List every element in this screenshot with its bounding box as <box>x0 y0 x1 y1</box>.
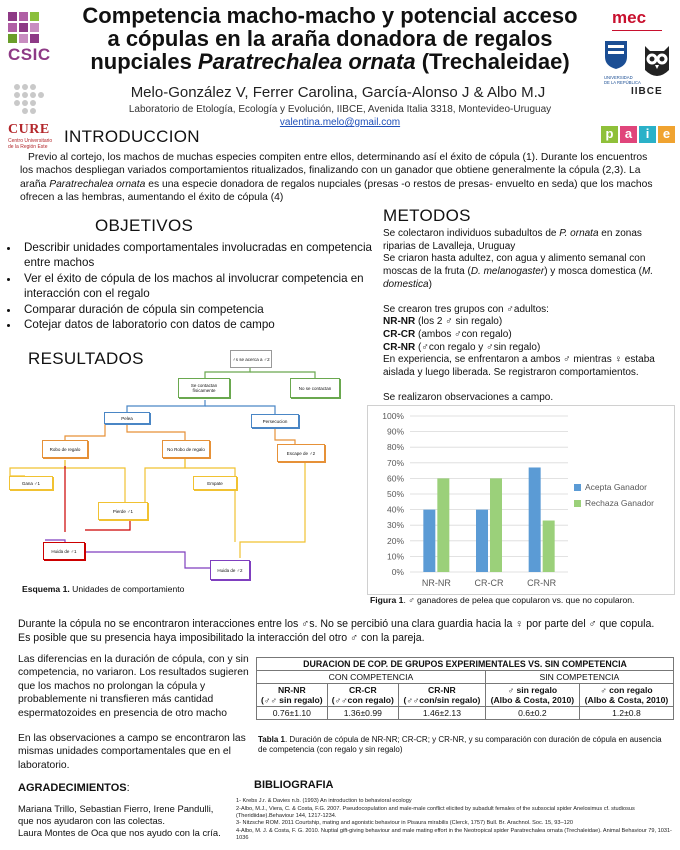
node-pelea: Pelea <box>104 412 150 424</box>
node-gana: Gana ♂1 <box>9 476 53 490</box>
y-tick-label: 10% <box>386 551 404 562</box>
figure-1-caption: Figura 1. ♂ ganadores de pelea que copularon vs. que no copularon. <box>370 595 635 605</box>
table-header-cell: ♂ con regalo (Albo & Costa, 2010) <box>579 684 673 707</box>
x-tick-label: CR-NR <box>527 578 557 588</box>
figure-1-chart <box>367 405 675 595</box>
objetivo-item: • Cotejar datos de laboratorio con datos de campo <box>20 317 376 332</box>
table-header-cell: CR-CR (♂♂con regalo) <box>327 684 398 707</box>
email-link[interactable]: valentina.melo@gmail.com <box>279 117 401 128</box>
bar <box>423 510 435 572</box>
node-huida1: Huida de ♂1 <box>43 542 85 560</box>
bar <box>437 478 449 572</box>
agradecimientos-heading: AGRADECIMIENTOS: <box>18 782 130 794</box>
table-cell: 1.36±0.99 <box>327 707 398 720</box>
behavior-scheme <box>5 342 365 592</box>
table-cell: 0.76±1.10 <box>257 707 328 720</box>
y-tick-label: 100% <box>382 411 404 421</box>
bar <box>543 521 555 572</box>
table-caption: Tabla 1. Duración de cópula de NR-NR; CR-CR; y CR-NR, y su comparación con duración de cópula en ausencia de competencia (con regalo y sin regalo) <box>258 735 662 754</box>
y-tick-label: 30% <box>386 520 404 531</box>
y-tick-label: 70% <box>386 457 404 468</box>
reference-item: 4-Albo, M. J. & Costa, F. G. 2010. Nuptial gift-giving behaviour and male mating effort in the Neotropical spider Paratrechalea ornata (Trechaleidae). Animal Behaviour 79, 1031-1036 <box>236 827 672 841</box>
legend-label: Rechaza Ganador <box>585 498 654 508</box>
table-group-sin: SIN COMPETENCIA <box>485 671 673 684</box>
y-tick-label: 0% <box>391 567 404 577</box>
x-tick-label: CR-CR <box>474 578 504 588</box>
dots-icon <box>12 82 46 121</box>
objetivos-list <box>8 240 376 332</box>
node-escape: Escape de ♂2 <box>277 444 325 462</box>
metodos-heading: METODOS <box>383 206 471 225</box>
duration-table <box>256 657 674 720</box>
table-group-con: CON COMPETENCIA <box>257 671 486 684</box>
intro-text: Previo al cortejo, los machos de muchas especies compiten entre ellos, determinando así el éxito de cópula (1). Durante los encuentros los machos despliegan variados comportamientos ritualizados, finalizando con un ganador que obtiene generalmente la cópula (2,3). La araña Paratrechalea ornata es una especie donadora de regalos nupciales (presas -o restos de presas- envuelto en seda) que los machos ofrecen a las hembras, aumentando el éxito de cópula (4) <box>20 152 653 204</box>
affiliation: Laboratorio de Etología, Ecología y Evolución, IIBCE, Avenida Italia 3318, Montevideo-Uruguay <box>128 104 552 115</box>
references-list <box>236 798 672 842</box>
legend-label: Acepta Ganador <box>585 482 647 492</box>
mec-logo: mec <box>612 8 647 27</box>
poster-title: Competencia macho-macho y potencial acceso a cópulas en la araña donadora de regalos nupciales Paratrechalea ornata (Trechaleidae) <box>82 3 578 74</box>
bar <box>490 478 502 572</box>
table-cell: 1.2±0.8 <box>579 707 673 720</box>
node-empate: Empate <box>193 476 237 490</box>
objetivo-item: • Describir unidades comportamentales involucradas en competencia entre machos <box>20 240 376 271</box>
paie-logo: p a i e <box>601 126 675 143</box>
resultados-heading: RESULTADOS <box>28 349 144 368</box>
csic-logo-text: CSIC <box>8 45 51 64</box>
agradecimientos-text: Mariana Trillo, Sebastian Fierro, Irene Pandulli, que nos ayudaron con las colectas. Laura Montes de Oca que nos ayudo con la cría. <box>18 803 221 838</box>
mec-underline <box>612 30 662 31</box>
y-tick-label: 80% <box>386 442 404 453</box>
node-huida2: Huida de ♂2 <box>210 560 250 580</box>
scheme-caption: Esquema 1. Unidades de comportamiento <box>22 584 185 594</box>
node-no-contact: No se contactan <box>290 378 340 398</box>
reference-item: 2-Albo, M.J., Viera, C. & Costa, F.G. 2007. Pseudocopulation and male-male conflict elicited by subadult females of the subsocial spider Anelosimus cf. studiosus (Theridiidae).Behaviour 144, 1217-1234. <box>236 805 635 819</box>
node-no-robo: No Robo de regalo <box>162 440 210 458</box>
node-robo: Robo de regalo <box>42 440 88 458</box>
node-persecucion: Persecucion <box>251 414 299 428</box>
csic-squares <box>8 12 51 43</box>
y-tick-label: 20% <box>386 535 404 546</box>
iibce-logo-text: IIBCE <box>631 86 663 97</box>
table-cell: 0.6±0.2 <box>485 707 579 720</box>
table-title: DURACION DE COP. DE GRUPOS EXPERIMENTALES VS. SIN COMPETENCIA <box>257 658 674 671</box>
table-header-cell: ♂ sin regalo (Albo & Costa, 2010) <box>485 684 579 707</box>
y-tick-label: 40% <box>386 504 404 515</box>
y-tick-label: 60% <box>386 473 404 484</box>
bar <box>476 510 488 572</box>
node-pierde: Pierde ♂1 <box>98 502 148 520</box>
reference-item: 1- Krebs J.r. & Davies n.b. (1993) An introduction to behavioral ecology <box>236 798 412 804</box>
bar <box>529 467 541 572</box>
udelar-shield-icon <box>604 40 628 70</box>
bibliografia-heading: BIBLIOGRAFIA <box>254 779 334 791</box>
resultados-para1: Durante la cópula no se encontraron interacciones entre los ♂s. No se percibió una clara guardia hacia la ♀ por parte del ♂ que copula. Es posible que su presencia haya imposibilitado la interacción del otro ♂ con la pareja. <box>18 618 655 644</box>
objetivo-item: • Comparar duración de cópula sin competencia <box>20 302 376 317</box>
iibce-owl-icon <box>640 40 674 89</box>
metodos-text: Se colectaron individuos subadultos de P. ornata en zonas riparias de Lavalleja, Uruguay Se criaron hasta adultez, con agua y alimento semanal con moscas de la fruta (D. melanogaster) y mosca domestica (M. domestica) Se crearon tres grupos con ♂adultos: NR-NR (los 2 ♂ sin regalo) CR-CR (ambos ♂con regalo) CR-NR (♂con regalo y ♂sin regalo) En experiencia, se enfrentaron a ambos ♂ mientras ♀ estaba aislada y luego liberada. Se registraron comportamientos. Se realizaron observaciones a campo. <box>383 228 655 403</box>
legend-swatch <box>574 500 581 507</box>
udelar-logo: UNIVERSIDAD DE LA REPÚBLICA <box>604 40 644 85</box>
legend-swatch <box>574 484 581 491</box>
intro-heading: INTRODUCCION <box>64 127 200 146</box>
authors: Melo-González V, Ferrer Carolina, García-Alonso J & Albo M.J <box>130 84 546 101</box>
x-tick-label: NR-NR <box>421 578 451 588</box>
cure-logo: CURE Centro Universitario de la Región Este <box>8 122 53 150</box>
node-approach: ♂s se acerca a ♂2 <box>230 350 272 368</box>
table-header-cell: CR-NR (♂♂con/sin regalo) <box>398 684 485 707</box>
table-cell: 1.46±2.13 <box>398 707 485 720</box>
table-header-cell: NR-NR (♂♂ sin regalo) <box>257 684 328 707</box>
bar-chart-svg <box>368 406 674 594</box>
y-tick-label: 50% <box>386 489 404 499</box>
resultados-para3: En las observaciones a campo se encontraron las mismas unidades comportamentales que en el laboratorio. <box>18 733 246 771</box>
node-contact: Se contactan físicamente <box>178 378 230 398</box>
y-tick-label: 90% <box>386 426 404 437</box>
resultados-para2: Las diferencias en la duración de cópula, con y sin competencia, no variaron. Los resultados sugieren que los machos no prolongan la cópula y probablemente ni transfieren más cantidad espermatozoides en presencia de otro macho <box>18 654 249 719</box>
objetivos-heading: OBJETIVOS <box>95 216 194 235</box>
reference-item: 3- Nitzsche ROM. 2011 Courtship, mating and agonistic behaviour in Pisaura mirabilis (Clerck, 1757) Bull. Br. Arachnol. Soc. 15, 93–120 <box>236 820 573 826</box>
csic-logo <box>8 12 51 65</box>
objetivo-item: • Ver el éxito de cópula de los machos al involucrar competencia en interacción con el regalo <box>20 271 376 302</box>
